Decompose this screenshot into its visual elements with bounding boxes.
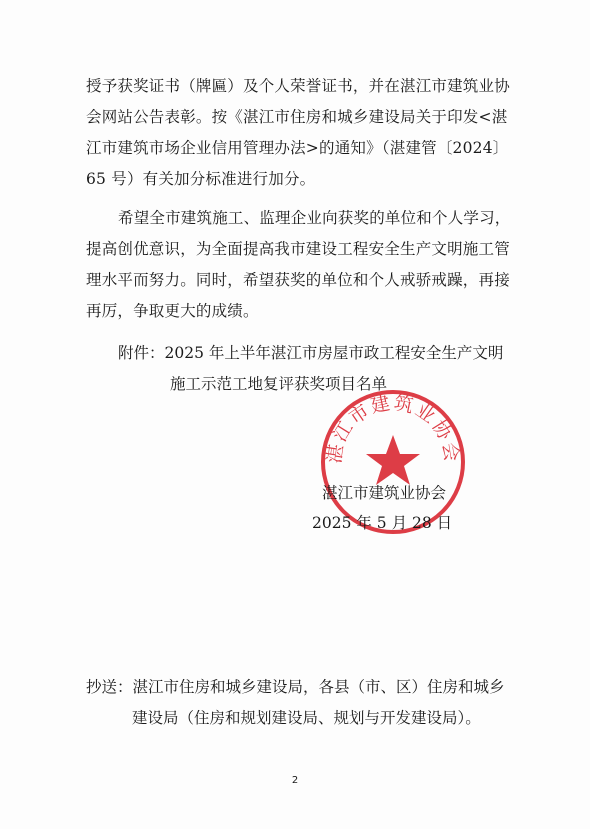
text-line: 会网站公告表彰。按《湛江市住房和城乡建设局关于印发<湛 xyxy=(86,108,508,126)
text-line: 希望全市建筑施工、监理企业向获奖的单位和个人学习， xyxy=(118,209,511,227)
text-line: 授予获奖证书（牌匾）及个人荣誉证书，并在湛江市建筑业协 xyxy=(86,77,510,95)
cc-line-2: 建设局（住房和规划建设局、规划与开发建设局）。 xyxy=(132,709,481,727)
signature-org: 湛江市建筑业协会 xyxy=(322,484,447,502)
text-line: 65 号）有关加分标准进行加分。 xyxy=(86,170,316,188)
text-line: 再厉，争取更大的成绩。 xyxy=(86,302,259,320)
svg-text:湛江市建筑业协会: 湛江市建筑业协会 xyxy=(323,391,463,465)
cc-line-1: 抄送：湛江市住房和城乡建设局，各县（市、区）住房和城乡 xyxy=(86,678,505,696)
attachment-line-1: 附件：2025 年上半年湛江市房屋市政工程安全生产文明 xyxy=(118,344,504,362)
attachment-line-2: 施工示范工地复评获奖项目名单 xyxy=(170,375,388,393)
body-paragraph-2 xyxy=(86,203,511,327)
text-line: 提高创优意识，为全面提高我市建设工程安全生产文明施工管 xyxy=(86,240,510,258)
signature-block xyxy=(312,478,453,538)
text-line: 理水平而努力。同时，希望获奖的单位和个人戒骄戒躁，再接 xyxy=(86,271,510,289)
cc-note xyxy=(86,672,505,734)
signature-date: 2025 年 5 月 28 日 xyxy=(312,514,453,532)
page-number: 2 xyxy=(291,775,299,786)
text-line: 江市建筑市场企业信用管理办法>的通知》（湛建管〔2024〕 xyxy=(86,139,509,157)
body-paragraph-1 xyxy=(86,71,510,195)
